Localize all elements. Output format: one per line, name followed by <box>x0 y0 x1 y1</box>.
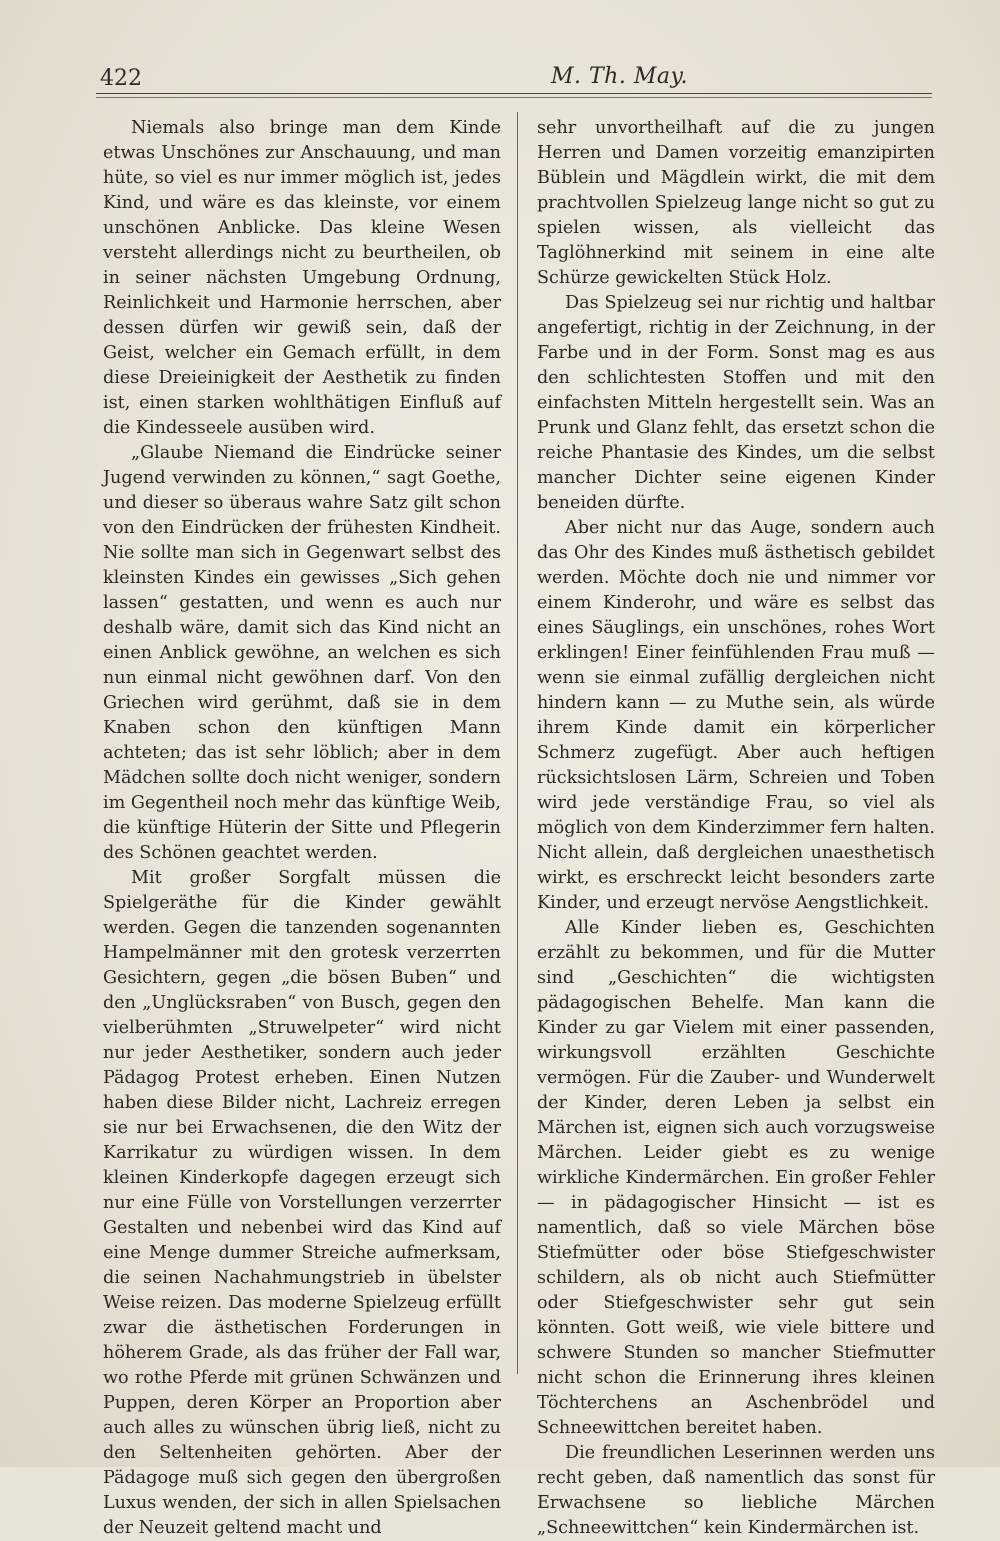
paragraph: Mit großer Sorgfalt müssen die Spielgeräthe für die Kinder gewählt werden. Gegen die tanzenden sogenannten Hampelmänner mit den grotesk verzerrten Gesichtern, gegen „die bösen Buben“ und den „Unglücksraben“ von Busch, gegen den vielberühmten „Struwelpeter“ wird nicht nur jeder Aesthetiker, sondern auch jeder Pädagog Protest erheben. Einen Nutzen haben diese Bilder nicht, Lachreiz erregen sie nur bei Erwachsenen, die den Witz der Karrikatur zu würdigen wissen. In dem kleinen Kinderkopfe dagegen erzeugt sich nur eine Fülle von Vorstellungen verzerrter Gestalten und nebenbei wird das Kind auf eine Menge dummer Streiche aufmerksam, die seinen Nachahmungstrieb in übelster Weise reizen. Das moderne Spielzeug erfüllt zwar die ästhetischen Forderungen in höherem Grade, als das früher der Fall war, wo rothe Pferde mit grünen Schwänzen und Puppen, deren Körper an Proportion aber auch alles zu wünschen übrig ließ, nicht zu den Seltenheiten gehörten. Aber der Pädagoge muß sich gegen den übergroßen Luxus wenden, der sich in allen Spielsachen der Neuzeit geltend macht und <box>103 868 501 1538</box>
paragraph: Aber nicht nur das Auge, sondern auch das Ohr des Kindes muß ästhetisch gebildet werden. Möchte doch nie und nimmer vor einem Kinderohr, und wäre es selbst das eines Säuglings, ein unschönes, rohes Wort erklingen! Einer feinfühlenden Frau muß — wenn sie einmal zufällig dergleichen nicht hindern kann — zu Muthe sein, als würde ihrem Kinde damit ein körperlicher Schmerz zugefügt. Aber auch heftigen rücksichtslosen Lärm, Schreien und Toben wird jede verständige Frau, so viel als möglich von dem Kinderzimmer fern halten. Nicht allein, daß dergleichen unaesthetisch wirkt, es erschreckt leicht besonders zarte Kinder, und erzeugt nervöse Aengstlichkeit. <box>537 518 935 913</box>
running-head: M. Th. May. <box>551 64 688 89</box>
paragraph: Die freundlichen Leserinnen werden uns recht geben, daß namentlich das sonst für Erwachsene so liebliche Märchen „Schneewittchen“ kein Kindermärchen ist. <box>537 1443 935 1538</box>
column-divider <box>517 112 518 1374</box>
paragraph-continued: sehr unvortheilhaft auf die zu jungen Herren und Damen vorzeitig emanzipirten Büblein und Mägdlein wirkt, die mit dem prachtvollen Spielzeug lange nicht so gut zu spielen wissen, als vielleicht das Taglöhnerkind mit seinem in eine alte Schürze gewickelten Stück Holz. <box>537 118 935 288</box>
page-number: 422 <box>100 66 142 91</box>
header-rule <box>96 93 932 94</box>
page-header <box>96 58 932 98</box>
paragraph: Das Spielzeug sei nur richtig und haltbar angefertigt, richtig in der Zeichnung, in der Farbe und in der Form. Sonst mag es aus den schlichtesten Stoffen und mit den einfachsten Mitteln hergestellt sein. Was an Prunk und Glanz fehlt, das ersetzt schon die reiche Phantasie des Kindes, um die selbst mancher Dichter seine eigenen Kinder beneiden dürfte. <box>537 293 935 513</box>
left-column <box>103 116 501 1541</box>
paragraph: Alle Kinder lieben es, Geschichten erzählt zu bekommen, und für die Mutter sind „Geschichten“ die wichtigsten pädagogischen Behelfe. Man kann die Kinder zu gar Vielem mit einer passenden, wirkungsvoll erzählten Geschichte vermögen. Für die Zauber- und Wunderwelt der Kinder, deren Leben ja selbst ein Märchen ist, eignen sich auch vorzugsweise Märchen. Leider giebt es zu wenige wirkliche Kindermärchen. Ein großer Fehler — in pädagogischer Hinsicht — ist es namentlich, daß so viele Märchen böse Stiefmütter oder böse Stiefgeschwister schildern, als ob nicht auch Stiefmütter oder Stiefgeschwister sehr gut sein könnten. Gott weiß, wie viele bittere und schwere Stunden so mancher Stiefmutter nicht schon die Erinnerung ihres kleinen Töchterchens an Aschenbrödel und Schneewittchen bereitet haben. <box>537 918 935 1438</box>
paragraph: „Glaube Niemand die Eindrücke seiner Jugend verwinden zu können,“ sagt Goethe, und dieser so überaus wahre Satz gilt schon von den Eindrücken der frühesten Kindheit. Nie sollte man sich in Gegenwart selbst des kleinsten Kindes ein gewisses „Sich gehen lassen“ gestatten, und wenn es auch nur deshalb wäre, damit sich das Kind nicht an einen Anblick gewöhne, an welchen es sich nun einmal nicht gewöhnen darf. Von den Griechen wird gerühmt, daß sie in dem Knaben schon den künftigen Mann achteten; das ist sehr löblich; aber in dem Mädchen sollte doch nicht weniger, sondern im Gegentheil noch mehr das künftige Weib, die künftige Hüterin der Sitte und Pflegerin des Schönen geachtet werden. <box>103 443 501 863</box>
paragraph: Niemals also bringe man dem Kinde etwas Unschönes zur Anschauung, und man hüte, so viel es nur immer möglich ist, jedes Kind, und wäre es das kleinste, vor einem unschönen Anblicke. Das kleine Wesen versteht allerdings nicht zu beurtheilen, ob in seiner nächsten Umgebung Ordnung, Reinlichkeit und Harmonie herrschen, aber dessen dürfen wir gewiß sein, daß der Geist, welcher ein Gemach erfüllt, in dem diese Dreieinigkeit der Aesthetik zu finden ist, einen starken wohlthätigen Einfluß auf die Kindesseele ausüben wird. <box>103 118 501 438</box>
right-column <box>537 116 935 1541</box>
header-rule-secondary <box>96 97 932 98</box>
